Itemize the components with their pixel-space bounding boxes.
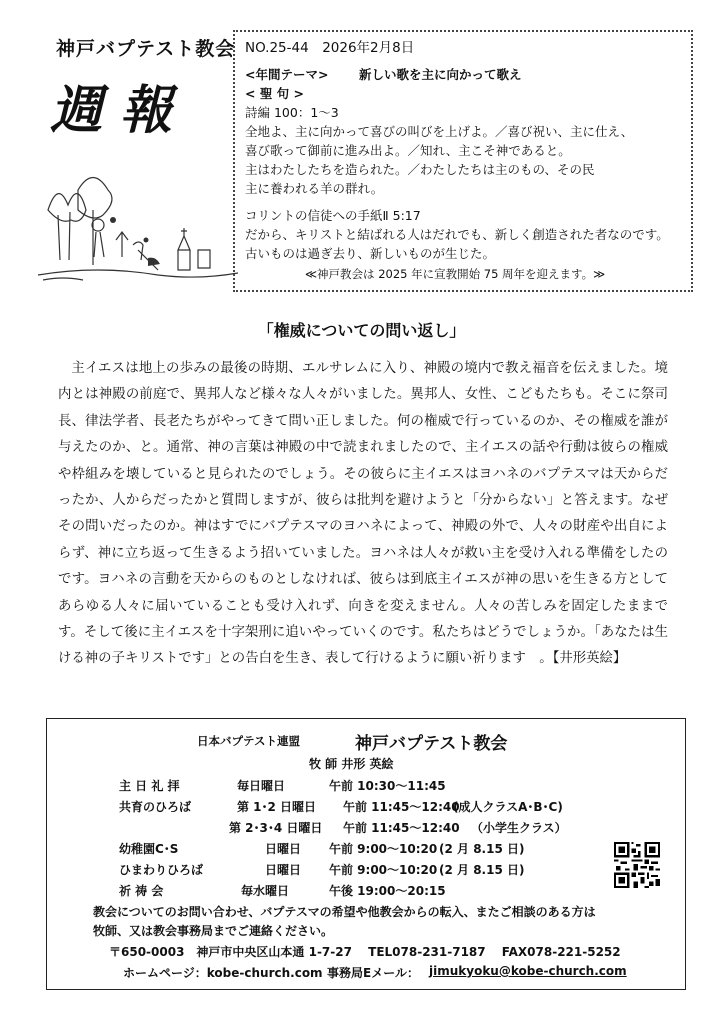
schedule-time: 午前 11:45～12:40 — [343, 821, 460, 835]
schedule-time: 午前 11:45～12:40 — [343, 800, 460, 814]
schedule-note: (2 月 8.15 日) — [439, 863, 525, 877]
schedule-day: 第 1･2 日曜日 — [237, 800, 317, 814]
article-title: 「権威についての問い返し」 — [257, 321, 466, 340]
verse1-line: 主に養われる羊の群れ。 — [245, 181, 384, 196]
union-name: 日本バプテスト連盟 — [197, 734, 301, 748]
church-info-box — [46, 718, 686, 990]
verse2-line: だから、キリストと結ばれる人はだれでも、新しく創造された者なのです。 — [245, 227, 669, 242]
verse2-line: 古いものは過ぎ去り、新しいものが生じた。 — [245, 246, 496, 261]
scripture-info-box — [233, 30, 693, 292]
church-name: 神戸バプテスト教会 — [56, 38, 236, 60]
schedule-time: 午前 9:00～10:20 — [329, 842, 438, 856]
schedule-day: 日曜日 — [265, 842, 302, 856]
bulletin-title: 週報 — [50, 80, 191, 141]
schedule-name: 幼稚園C･S — [119, 842, 179, 856]
pastor-name: 牧 師 井形 英絵 — [309, 757, 394, 771]
annual-theme-label: <年間テーマ> — [245, 67, 329, 82]
schedule-day: 毎日曜日 — [237, 779, 286, 793]
verse1-reference: 詩編 100：1～3 — [245, 105, 339, 120]
church-sketch-illustration — [38, 150, 238, 290]
schedule-note: (成人クラスA･B･C) — [453, 800, 563, 814]
schedule-time: 午前 10:30～11:45 — [329, 779, 446, 793]
qr-code-icon — [614, 842, 660, 888]
footer-church-name: 神戸バプテスト教会 — [355, 734, 508, 754]
address-line: 〒650-0003 神戸市中央区山本通 1-7-27 TEL078-231-7187 FAX078-221-5252 — [109, 945, 621, 959]
contact-text: 教会についてのお問い合わせ、バプテスマの希望や他教会からの転入、またご相談のある方は — [93, 905, 596, 919]
schedule-name: ひまわりひろば — [119, 863, 204, 877]
contact-text: 牧師、又は教会事務局までご連絡ください。 — [93, 924, 334, 938]
email-link[interactable]: jimukyoku@kobe-church.com — [429, 964, 627, 978]
schedule-name: 主 日 礼 拝 — [119, 779, 180, 793]
schedule-note: （小学生クラス） — [471, 821, 567, 835]
verse1-line: 喜び歌って御前に進み出よ。／知れ、主こそ神であると。 — [245, 143, 571, 158]
schedule-day: 毎水曜日 — [241, 884, 290, 898]
issue-date: NO.25-44 2026年2月8日 — [245, 40, 415, 56]
article-paragraph: 主イエスは地上の歩みの最後の時期、エルサレムに入り、神殿の境内で教え福音を伝えました。境内とは神殿の前庭で、異邦人など様々な人々がいました。異邦人、女性、こどもたちも。そこに祭司長、律法学者、長老たちがやってきて問い正しました。何の権威で行っているのか、その権威を誰が与えたのか、と。通常、神の言葉は神殿の中で読まれましたので、主イエスの話や行動は彼らの権威や枠組みを壊していると見られたのでしょう。その彼らに主イエスはヨハネのバプテスマは天からだったか、人からだったかと質問しますが、彼らは批判を避けようと「分からない」と答えます。なぜその問いだったのか。神はすでにバプテスマのヨハネによって、神殿の外で、人々の財産や出自によらず、神に立ち返って生きるよう招いていました。ヨハネは人々が救い主を受け入れる準備をしたのです。ヨハネの言動を天からのものとしなければ、彼らは到底主イエスが神の思いを生きる方としてあらゆる人々に届いていることも受け入れず、向きを変えません。人々の苦しみを固定したままです。そして後に主イエスを十字架刑に追いやっていくのです。私たちはどうでしょうか。「あなたは生ける神の子キリストです」との告白を生き、表して行けるように願い祈ります 。【井形英絵】 — [58, 361, 668, 667]
schedule-name: 共育のひろば — [119, 800, 192, 814]
schedule-day: 第 2･3･4 日曜日 — [229, 821, 323, 835]
schedule-name: 祈 祷 会 — [119, 884, 164, 898]
verse1-line: 全地よ、主に向かって喜びの叫びを上げよ。／喜び祝い、主に仕え、 — [245, 124, 634, 139]
anniversary-note: ≪神戸教会は 2025 年に宣教開始 75 周年を迎えます。≫ — [305, 267, 606, 281]
article-body — [58, 356, 668, 673]
homepage-link[interactable]: ホームページ：kobe-church.com — [123, 966, 323, 980]
schedule-day: 日曜日 — [265, 863, 302, 877]
schedule-note: (2 月 8.15 日) — [439, 842, 525, 856]
schedule-time: 午前 9:00～10:20 — [329, 863, 438, 877]
annual-theme-text: 新しい歌を主に向かって歌え — [359, 67, 522, 82]
email-label: 事務局Eメール： — [327, 966, 419, 980]
verse2-reference: コリントの信徒への手紙Ⅱ 5:17 — [245, 208, 421, 223]
verse-heading: < 聖 句 > — [245, 86, 305, 101]
verse1-line: 主はわたしたちを造られた。／わたしたちは主のもの、その民 — [245, 162, 595, 177]
schedule-time: 午後 19:00～20:15 — [329, 884, 446, 898]
